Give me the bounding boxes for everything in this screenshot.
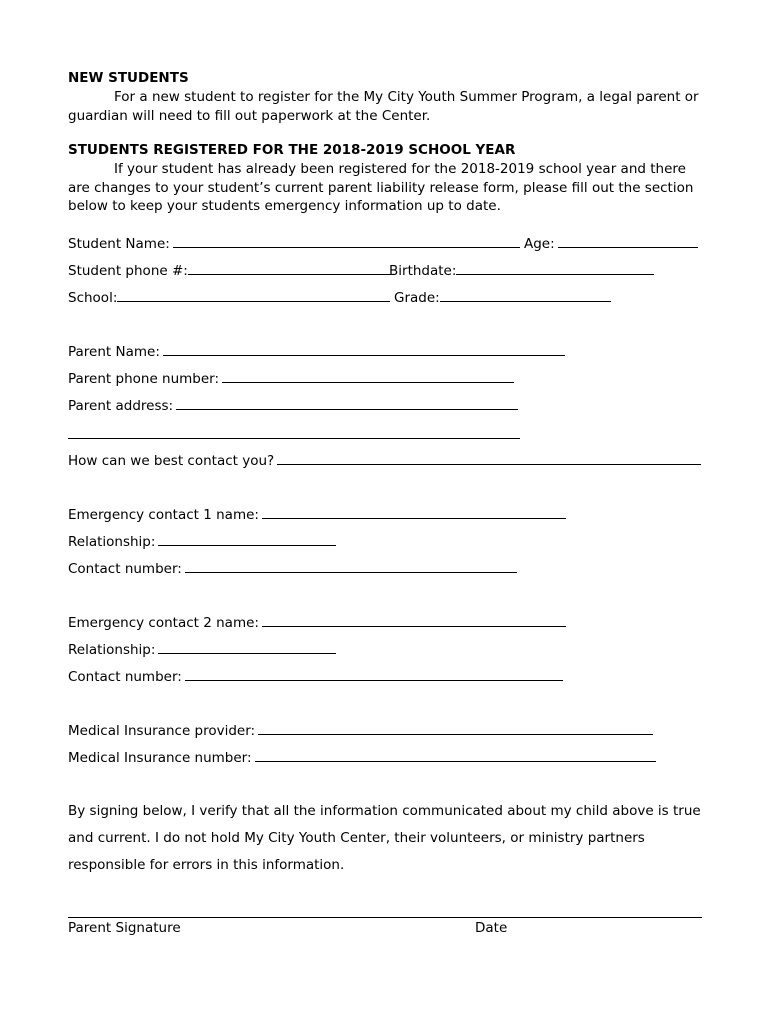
- grade-field[interactable]: [440, 289, 611, 302]
- emergency2-name-row: [68, 614, 566, 631]
- parent-phone-label: Parent phone number:: [68, 371, 220, 387]
- emergency2-number-label: Contact number:: [68, 669, 182, 685]
- age-label: Age:: [524, 236, 555, 252]
- insurance-number-label: Medical Insurance number:: [68, 750, 252, 766]
- parent-signature-label: Parent Signature: [68, 920, 181, 936]
- school-field[interactable]: [117, 289, 390, 302]
- contact-method-row: [68, 452, 701, 469]
- signature-line[interactable]: [68, 917, 702, 918]
- birthdate-row: [389, 262, 654, 279]
- student-name-label: Student Name:: [68, 236, 170, 252]
- registered-heading: STUDENTS REGISTERED FOR THE 2018-2019 SCHOOL YEAR: [68, 142, 516, 158]
- registered-paragraph: [68, 160, 702, 216]
- parent-phone-row: [68, 370, 514, 387]
- parent-address-label: Parent address:: [68, 398, 174, 414]
- emergency1-relationship-field[interactable]: [158, 533, 336, 546]
- registration-form: [68, 0, 702, 1024]
- parent-name-row: [68, 343, 565, 360]
- parent-phone-field[interactable]: [222, 370, 514, 383]
- insurance-provider-row: [68, 722, 653, 739]
- new-students-text: For a new student to register for the My City Youth Summer Program, a legal parent or guardian will need to fill out paperwork at the Center.: [68, 89, 699, 124]
- school-label: School:: [68, 290, 118, 306]
- emergency2-name-field[interactable]: [262, 614, 566, 627]
- emergency1-number-field[interactable]: [185, 560, 517, 573]
- birthdate-field[interactable]: [456, 262, 654, 275]
- insurance-number-row: [68, 749, 656, 766]
- student-phone-field[interactable]: [188, 262, 393, 275]
- emergency1-number-label: Contact number:: [68, 561, 182, 577]
- student-name-field[interactable]: [173, 235, 520, 248]
- age-row: [524, 235, 698, 252]
- insurance-number-field[interactable]: [255, 749, 656, 762]
- emergency1-name-label: Emergency contact 1 name:: [68, 507, 259, 523]
- emergency2-number-field[interactable]: [185, 668, 563, 681]
- registered-text: If your student has already been registered for the 2018-2019 school year and there are changes to your student’s current parent liability release form, please fill out the section below to keep your students emergency information up to date.: [68, 161, 694, 214]
- student-phone-label: Student phone #:: [68, 263, 188, 279]
- grade-row: [394, 289, 611, 306]
- emergency1-name-row: [68, 506, 566, 523]
- grade-label: Grade:: [394, 290, 440, 306]
- emergency2-relationship-field[interactable]: [158, 641, 336, 654]
- birthdate-label: Birthdate:: [389, 263, 457, 279]
- contact-method-field[interactable]: [277, 452, 701, 465]
- insurance-provider-field[interactable]: [258, 722, 653, 735]
- emergency1-relationship-row: [68, 533, 336, 550]
- student-phone-row: [68, 262, 393, 279]
- emergency1-number-row: [68, 560, 517, 577]
- emergency2-name-label: Emergency contact 2 name:: [68, 615, 259, 631]
- contact-method-label: How can we best contact you?: [68, 453, 275, 469]
- emergency1-relationship-label: Relationship:: [68, 534, 156, 550]
- parent-name-label: Parent Name:: [68, 344, 160, 360]
- emergency1-name-field[interactable]: [262, 506, 566, 519]
- new-students-paragraph: [68, 88, 702, 125]
- certification-text: By signing below, I verify that all the information communicated about my child above is true and current. I do not hold My City Youth Center, their volunteers, or ministry partners responsible for errors in this information.: [68, 803, 701, 873]
- emergency2-relationship-row: [68, 641, 336, 658]
- school-row: [68, 289, 390, 306]
- parent-address-field[interactable]: [176, 397, 518, 410]
- age-field[interactable]: [558, 235, 698, 248]
- parent-address-line-2[interactable]: [68, 438, 520, 439]
- emergency2-number-row: [68, 668, 563, 685]
- date-label: Date: [475, 920, 508, 936]
- insurance-provider-label: Medical Insurance provider:: [68, 723, 256, 739]
- parent-address-row: [68, 397, 518, 414]
- student-name-row: [68, 235, 520, 252]
- emergency2-relationship-label: Relationship:: [68, 642, 156, 658]
- parent-name-field[interactable]: [163, 343, 565, 356]
- new-students-heading: NEW STUDENTS: [68, 70, 189, 86]
